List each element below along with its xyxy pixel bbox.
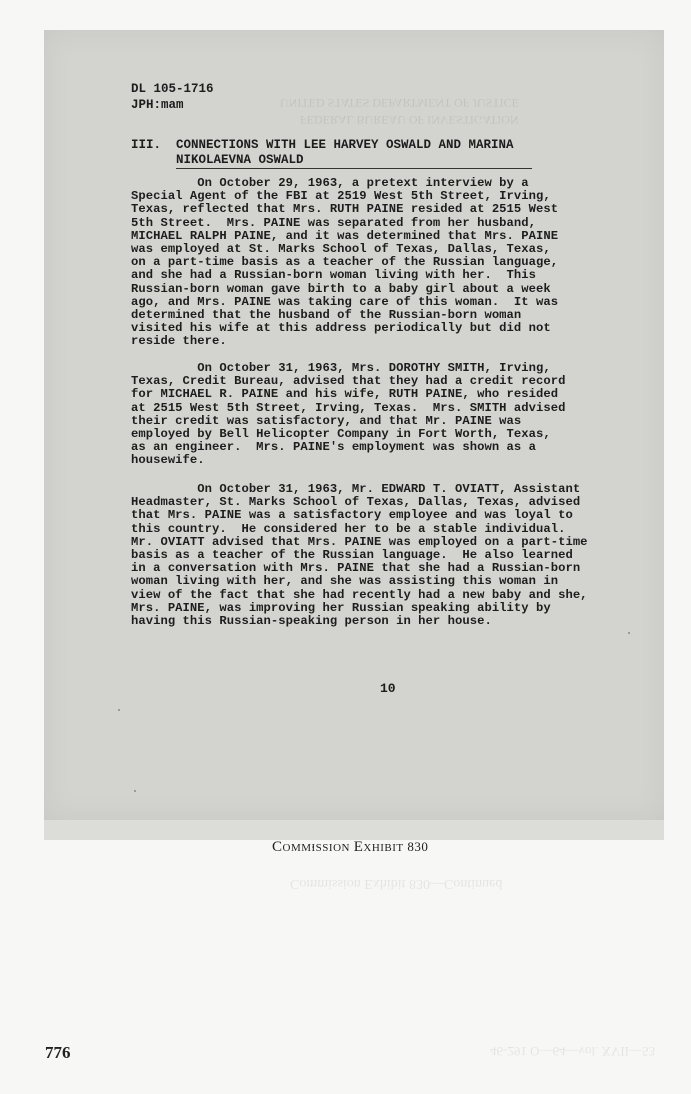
paragraph: On October 31, 1963, Mr. EDWARD T. OVIATT, Assistant Headmaster, St. Marks School of Texas, Dallas, Texas, advised that Mrs. PAINE was a satisfactory employee and was loyal to this country. He considered her to be a stable individual. Mr. OVIATT advised that Mrs. PAINE was employed on a part-time basis as a teacher of the Russian language. He also learned in a conversation with Mrs. PAINE that she had a Russian-born woman living with her, and she was assisting this woman in view of the fact that she had recently had a new baby and she, Mrs. PAINE, was improving her Russian speaking ability by having this Russian-speaking person in her house. — [131, 482, 588, 629]
bleed-through-text: FEDERAL BUREAU OF INVESTIGATION — [300, 113, 519, 127]
paragraph: On October 29, 1963, a pretext interview by a Special Agent of the FBI at 2519 West 5th Street, Irving, Texas, reflected that Mrs. RUTH PAINE resided at 2515 West 5th Street. Mrs. PAINE was separated from her husband, MICHAEL RALPH PAINE, and it was determined that Mrs. PAINE was employed at St. Marks School of Texas, Dallas, Texas, on a part-time basis as a teacher of the Russian language, and she had a Russian-born woman living with her. This Russian-born woman gave birth to a baby girl about a week ago, and Mrs. PAINE was taking care of this woman. It was determined that the husband of the Russian-born woman visited his wife at this address periodically but did not reside there. — [131, 176, 559, 349]
scan-speck — [628, 632, 630, 634]
exhibit-number: 830 — [407, 839, 429, 854]
paragraph: On October 31, 1963, Mrs. DOROTHY SMITH, Irving, Texas, Credit Bureau, advised that they had a credit record for MICHAEL R. PAINE and his wife, RUTH PAINE, who resided at 2515 West 5th Street, Irving, Texas. Mrs. SMITH advised their credit was satisfactory, and that Mr. PAINE was employed by Bell Helicopter Company in Fort Worth, Texas, as an engineer. Mrs. PAINE's employment was shown as a housewife. — [131, 361, 566, 468]
scan-speck — [312, 846, 314, 848]
exhibit-caption — [272, 839, 428, 856]
section-title-line1: CONNECTIONS WITH LEE HARVEY OSWALD AND MARINA — [176, 138, 514, 152]
bleed-through-text: Commission Exhibit 830—Continued — [290, 876, 503, 891]
document-page-number: 10 — [380, 681, 396, 696]
typist-initials: JPH:mam — [131, 98, 184, 112]
caption-word1: Commission — [272, 839, 350, 855]
scan-speck — [134, 790, 136, 792]
file-header — [131, 81, 214, 113]
scan-speck — [118, 709, 120, 711]
scan-edge — [44, 820, 664, 840]
section-number: III. — [131, 138, 162, 152]
bleed-through-text: UNITED STATES DEPARTMENT OF JUSTICE — [280, 96, 520, 110]
bleed-through-text: 46-291 O—64—vol. XVII—53 — [490, 1044, 656, 1059]
file-number: DL 105-1716 — [131, 82, 214, 96]
section-underline — [176, 168, 532, 169]
caption-word2: Exhibit — [353, 839, 404, 855]
volume-page-number: 776 — [45, 1043, 71, 1062]
section-title-line2: NIKOLAEVNA OSWALD — [176, 153, 304, 167]
